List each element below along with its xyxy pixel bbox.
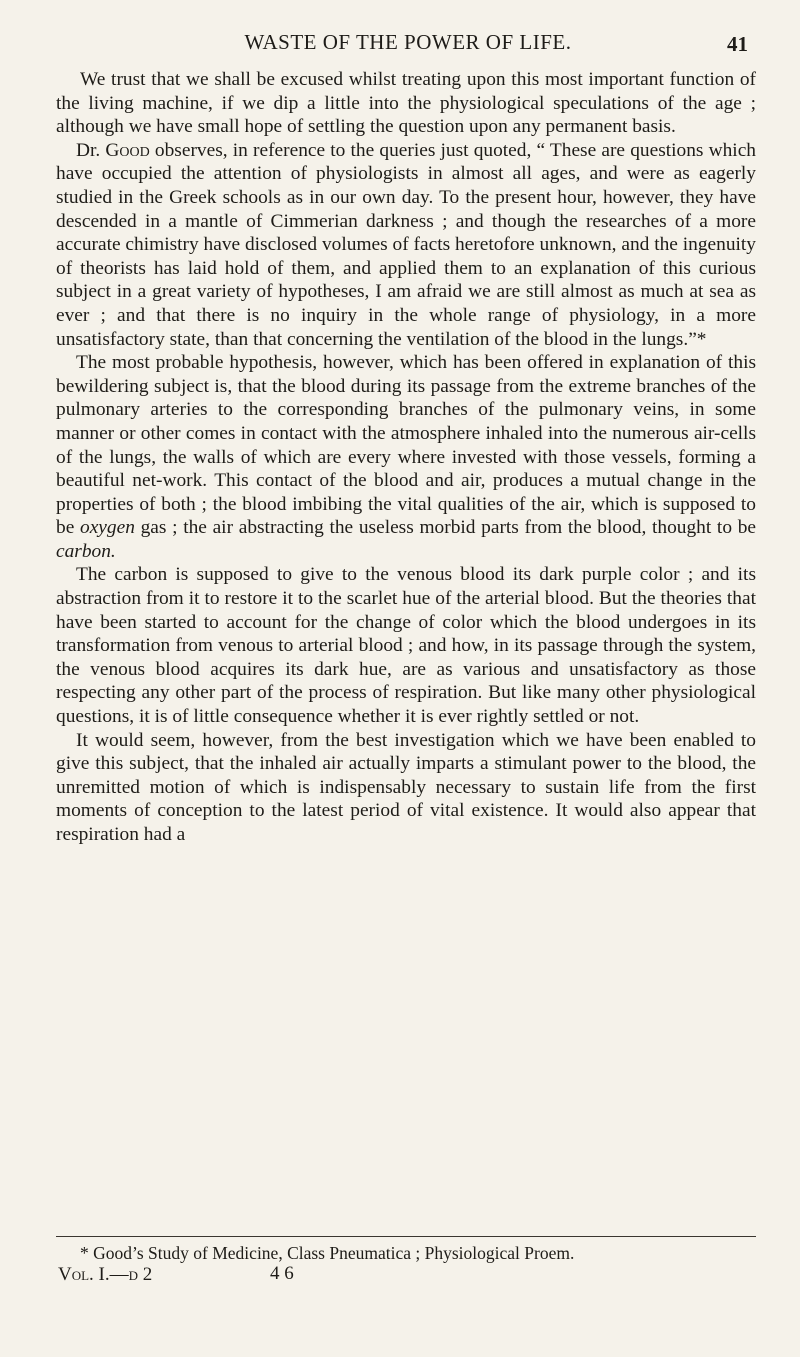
signature-mark: 4 6 <box>270 1263 294 1284</box>
volume-mark: Vol. I.—d 2 <box>58 1264 153 1285</box>
paragraph-3-middle: gas ; the air abstracting the useless morbid parts from the blood, thought to be <box>134 517 756 539</box>
paragraph-3 <box>56 351 756 563</box>
paragraph-1: We trust that we shall be excused whilst treating upon this most important function of the living machine, if we dip a little into the physiological speculations of the age ; although we have small hope of settling the question upon any permanent basis. <box>56 69 756 138</box>
footnote <box>58 1242 758 1286</box>
body-text <box>56 68 756 847</box>
paragraph-2 <box>56 139 756 351</box>
running-head <box>68 30 748 56</box>
paragraph-2-start: Dr. <box>76 139 106 161</box>
term-oxygen: oxygen <box>80 517 135 539</box>
paragraph-5: It would seem, however, from the best investigation which we have been enabled to give this subject, that the inhaled air actually imparts a stimulant power to the blood, the unremitted motion of which is indispensably necessary to sustain life from the first moments of conception to the latest period of vital existence. It would also appear that respiration had a <box>56 729 756 845</box>
page-number: 41 <box>727 32 748 56</box>
author-name-good: Good <box>105 139 150 161</box>
paragraph-4: The carbon is supposed to give to the venous blood its dark purple color ; and its abstraction from it to restore it to the scarlet hue of the arterial blood. But the theories that have been started to account for the change of color which the blood undergoes in its transformation from venous to arterial blood ; and how, in its passage through the system, the venous blood acquires its dark hue, are as various and unsatisfactory as those respecting any other part of the process of respiration. But like many other physiological questions, it is of little consequence whether it is ever rightly settled or not. <box>56 564 756 728</box>
running-title: WASTE OF THE POWER OF LIFE. <box>244 30 572 54</box>
footnote-rule <box>56 1236 756 1237</box>
paragraph-3-start: The most probable hypothesis, however, which has been offered in explanation of this bewildering subject is, that the blood during its passage from the extreme branches of the pulmonary arteries to the corresponding branches of the pulmonary veins, in some manner or other comes in contact with the atmosphere inhaled into the numerous air-cells of the lungs, the walls of which are every where invested with those vessels, forming a beautiful net-work. This contact of the blood and air, produces a mutual change in the properties of both ; the blood imbibing the vital qualities of the air, which is supposed to be <box>56 352 756 539</box>
footnote-text: * Good’s Study of Medicine, Class Pneumatica ; Physiological Proem. <box>80 1243 575 1263</box>
term-carbon: carbon. <box>56 540 116 562</box>
signature-line <box>58 1264 758 1286</box>
quotation: observes, in reference to the queries just quoted, “ These are questions which have occupied the attention of physiologists in almost all ages, and were as eagerly studied in the Greek schools as in our own day. To the present hour, however, they have descended in a mantle of Cimmerian darkness ; and though the researches of a more accurate chimistry have disclosed volumes of facts heretofore unknown, and the ingenuity of theorists has laid hold of them, and applied them to an explanation of this curious subject in a great variety of hypotheses, I am afraid we are still almost as much at sea as ever ; and that there is no inquiry in the whole range of physiology, in a more unsatisfactory state, than that concerning the ventilation of the blood in the lungs.”* <box>56 139 756 350</box>
